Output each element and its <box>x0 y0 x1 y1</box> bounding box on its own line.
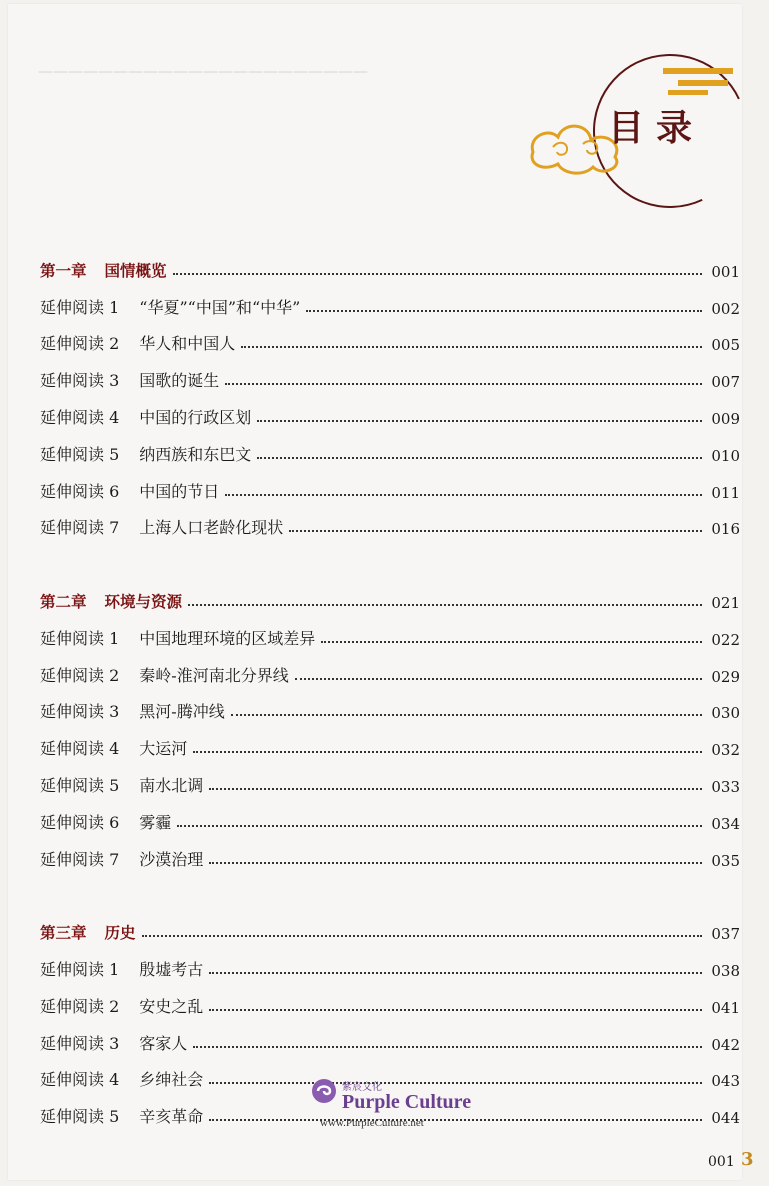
purple-culture-logo-icon <box>310 1077 338 1105</box>
reading-label: 延伸阅读 5 <box>40 1107 120 1127</box>
reading-label: 延伸阅读 3 <box>40 1033 120 1053</box>
reading-title: 华人和中国人 <box>139 334 236 354</box>
reading-label: 延伸阅读 2 <box>40 665 120 685</box>
ghost-text: —————————————————————— <box>38 62 368 80</box>
chapter-title: 环境与资源 <box>104 592 183 611</box>
watermark-cn: 紫宸文化 <box>342 1082 382 1093</box>
toc-page-number: 010 <box>711 446 740 465</box>
reading-title: 黑河-腾冲线 <box>139 702 225 722</box>
reading-title: 秦岭-淮河南北分界线 <box>139 665 289 685</box>
reading-title: 大运河 <box>139 739 188 759</box>
toc-page-number: 044 <box>711 1109 740 1128</box>
toc-page-number: 021 <box>711 593 740 612</box>
toc-page-number: 038 <box>711 961 740 980</box>
toc-item-row[interactable] <box>40 281 740 318</box>
dot-leader <box>231 714 702 716</box>
toc-item-row[interactable] <box>40 318 740 355</box>
toc-item-row[interactable] <box>40 649 740 686</box>
reading-label: 延伸阅读 1 <box>40 628 120 648</box>
reading-title: “华夏”“中国”和“中华” <box>139 297 301 317</box>
reading-title: 中国地理环境的区域差异 <box>139 628 316 648</box>
toc-page-number: 001 <box>711 262 740 281</box>
dot-leader <box>257 457 702 459</box>
chapter-label: 第二章 <box>40 592 87 611</box>
toc-gap <box>40 538 740 575</box>
dot-leader <box>306 310 702 312</box>
toc-item-row[interactable] <box>40 354 740 391</box>
toc-page-number: 041 <box>711 998 740 1017</box>
dot-leader <box>193 751 702 753</box>
toc-item-row[interactable] <box>40 980 740 1017</box>
watermark-brand: Purple Culture <box>342 1091 472 1113</box>
reading-title: 沙漠治理 <box>139 849 204 869</box>
dot-leader <box>225 383 702 385</box>
toc-page-number: 005 <box>711 336 740 355</box>
reading-title: 安史之乱 <box>139 996 204 1016</box>
toc-item-row[interactable] <box>40 1017 740 1054</box>
toc-gap <box>40 870 740 907</box>
corner-mark: 3 <box>741 1149 754 1170</box>
bar-ornament-icon <box>658 60 738 100</box>
toc-page-number: 037 <box>711 925 740 944</box>
reading-title: 辛亥革命 <box>139 1107 204 1127</box>
toc-item-row[interactable] <box>40 943 740 980</box>
toc-page-number: 009 <box>711 409 740 428</box>
toc-page-number: 022 <box>711 630 740 649</box>
dot-leader <box>209 788 702 790</box>
reading-label: 延伸阅读 7 <box>40 849 120 869</box>
reading-label: 延伸阅读 3 <box>40 371 120 391</box>
reading-title: 纳西族和东巴文 <box>139 444 252 464</box>
reading-label: 延伸阅读 4 <box>40 407 120 427</box>
dot-leader <box>225 494 702 496</box>
toc-chapter-row[interactable] <box>40 906 740 943</box>
reading-title: 上海人口老龄化现状 <box>139 518 284 538</box>
reading-title: 客家人 <box>139 1033 188 1053</box>
reading-title: 中国的节日 <box>139 481 220 501</box>
reading-title: 殷墟考古 <box>139 959 204 979</box>
dot-leader <box>241 346 702 348</box>
toc-page-number: 034 <box>711 814 740 833</box>
dot-leader <box>289 530 702 532</box>
reading-label: 延伸阅读 4 <box>40 739 120 759</box>
dot-leader <box>173 273 702 275</box>
toc-item-row[interactable] <box>40 612 740 649</box>
reading-title: 乡绅社会 <box>139 1070 204 1090</box>
toc-page-number: 033 <box>711 777 740 796</box>
toc-item-row[interactable] <box>40 391 740 428</box>
chapter-title: 国情概览 <box>104 261 167 280</box>
toc-item-row[interactable] <box>40 833 740 870</box>
toc-page-number: 002 <box>711 299 740 318</box>
watermark-url: www.PurpleCulture.net <box>320 1117 424 1129</box>
dot-leader <box>321 641 702 643</box>
toc-item-row[interactable] <box>40 502 740 539</box>
toc-page-number: 030 <box>711 704 740 723</box>
reading-label: 延伸阅读 6 <box>40 812 120 832</box>
reading-label: 延伸阅读 1 <box>40 297 120 317</box>
chapter-label: 第三章 <box>40 924 87 943</box>
toc-item-row[interactable] <box>40 796 740 833</box>
dot-leader <box>193 1046 702 1048</box>
toc-item-row[interactable] <box>40 759 740 796</box>
reading-label: 延伸阅读 3 <box>40 702 120 722</box>
reading-label: 延伸阅读 5 <box>40 775 120 795</box>
dot-leader <box>209 1009 702 1011</box>
reading-label: 延伸阅读 2 <box>40 334 120 354</box>
toc-item-row[interactable] <box>40 428 740 465</box>
toc-chapter-row[interactable] <box>40 575 740 612</box>
reading-title: 国歌的诞生 <box>139 371 220 391</box>
toc-page-number: 042 <box>711 1035 740 1054</box>
toc-item-row[interactable] <box>40 722 740 759</box>
reading-title: 雾霾 <box>139 812 172 832</box>
dot-leader <box>257 420 702 422</box>
toc-page-number: 029 <box>711 667 740 686</box>
toc-item-row[interactable] <box>40 465 740 502</box>
reading-label: 延伸阅读 1 <box>40 959 120 979</box>
dot-leader <box>209 862 702 864</box>
dot-leader <box>188 604 702 606</box>
reading-label: 延伸阅读 2 <box>40 996 120 1016</box>
chapter-title: 历史 <box>104 924 136 943</box>
reading-title: 中国的行政区划 <box>139 407 252 427</box>
reading-label: 延伸阅读 5 <box>40 444 120 464</box>
dot-leader <box>177 825 702 827</box>
watermark <box>310 1077 470 1137</box>
page <box>8 4 754 1180</box>
page-number: 001 <box>708 1154 735 1170</box>
dot-leader <box>295 678 702 680</box>
toc-page-number: 016 <box>711 520 740 539</box>
toc-chapter-row[interactable] <box>40 244 740 281</box>
reading-title: 南水北调 <box>139 775 204 795</box>
toc-item-row[interactable] <box>40 686 740 723</box>
toc-page-number: 011 <box>711 483 740 502</box>
toc-page-number: 032 <box>711 741 740 760</box>
toc-page-number: 007 <box>711 373 740 392</box>
toc-title: 目录 <box>608 107 705 149</box>
dot-leader <box>209 972 702 974</box>
chapter-label: 第一章 <box>40 261 87 280</box>
reading-label: 延伸阅读 4 <box>40 1070 120 1090</box>
toc-page-number: 043 <box>711 1072 740 1091</box>
table-of-contents <box>40 244 740 1127</box>
dot-leader <box>142 935 702 937</box>
toc-page-number: 035 <box>711 851 740 870</box>
reading-label: 延伸阅读 7 <box>40 518 120 538</box>
reading-label: 延伸阅读 6 <box>40 481 120 501</box>
